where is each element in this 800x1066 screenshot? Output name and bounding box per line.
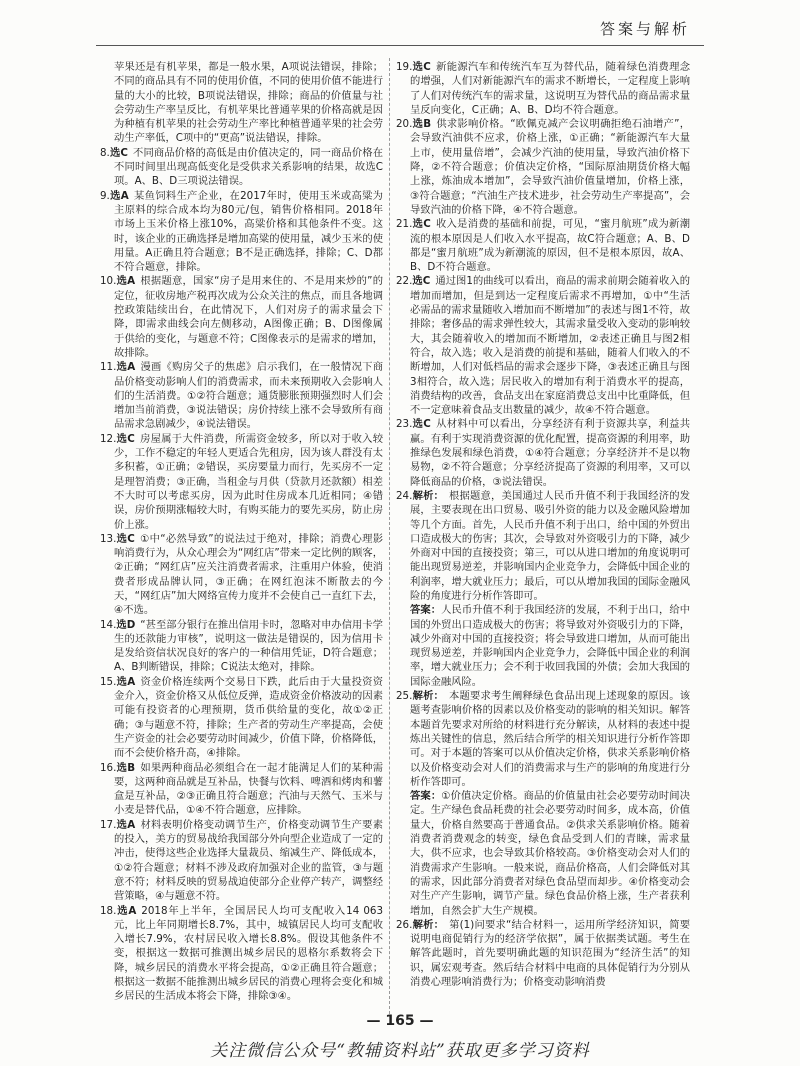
item-number: 26.	[396, 918, 413, 931]
item-text: 根据题意，国家“房子是用来住的、不是用来炒的”的定位，征收房地产税再次成为公众关注的焦点，而且各地调控政策陆续出台，在此情况下，人们对房子的需求量会下降，即需求曲线会向左侧移动，A图像正确；B、D图像属于供给的变化，与题意不符；C图像表示的是需求的增加，故排除。	[114, 275, 383, 359]
item-text: “甚至部分银行在推出信用卡时，忽略对申办信用卡学生的还款能力审核”，说明这一做法是错误的，因为信用卡是发给资信状况良好的客户的一种信用凭证，D符合题意；A、B判断错误，排除；C说法太绝对，排除。	[114, 618, 383, 674]
item-choice: 选A	[116, 904, 137, 917]
item-text: 新能源汽车和传统汽车互为替代品，随着绿色消费理念的增强，人们对新能源汽车的需求不断增长，一定程度上影响了人们对传统汽车的需求量，这说明互为替代品的商品需求量呈反向变化，C正确；A、B、D均不符合题意。	[410, 61, 690, 116]
page-number: — 165 —	[366, 1013, 434, 1029]
item-text: 不同商品价格的高低是由价值决定的，同一商品价格在不同时间里出现高低变化是受供求关系影响的结果，故选C项。A、B、D三项说法错误。	[114, 146, 383, 188]
item-text: 材料表明价格变动调节生产，价格变动调节生产要素的投入，美方的贸易战给我国部分外向型企业造成了一定的冲击，使得这些企业选择大量裁员、缩减生产、降低成本，①②符合题意；材料不涉及政府加强对企业的监管，③与题意不符；材料反映的贸易战迫使部分企业停产转产，调整经营策略，④与题意不符。	[114, 818, 383, 903]
analysis-text: 本题要求考生阐释绿色食品出现上述现象的原因。该题考查影响价格的因素以及价格变动的影响的相关知识。解答本题首先要求对所给的材料进行充分解读，从材料的表述中提炼出关键性的信息，然后结合所学的相关知识进行分析作答即可。对于本题的答案可以从价值决定价格，供求关系影响价格以及价格变动会对人们的消费需求与生产的影响的角度进行分析作答即可。	[410, 690, 690, 788]
footer-promo-text: 关注微信公众号“教辅资料站”获取更多学习资料	[210, 1041, 590, 1061]
item-text: 资金价格连续两个交易日下跌，此后由于大量投资资金介入，资金价格又从低位反弹，造成资金价格波动的因素可能有投资者的心理预期，货币供给量的变化，故①②正确；③与题意不符，排除；生产者的劳动生产率提高，会使生产资金的社会必要劳动时间减少，价值下降，价格降低，而不会使价格升高，④排除。	[114, 675, 383, 760]
analysis-text: 根据题意，美国通过人民币升值不利于我国经济的发展，主要表现在出口贸易、吸引外资的能力以及金融风险增加等几个方面。首先，人民币升值不利于出口，给中国的外贸出口造成极大的伤害；其次，会导致对外资吸引力的下降，减少外商对中国的直接投资；第三，可以从进口增加的角度说明可能出现贸易逆差，并影响国内企业竞争力，会降低中国企业的利润率，增大就业压力；最后，可以从增加我国的国际金融风险的角度进行分析作答即可。	[410, 489, 690, 602]
answer-item-24-answer	[396, 603, 690, 689]
right-column	[396, 60, 690, 1014]
item-choice: 选A	[116, 675, 136, 688]
answer-label: 答案：	[410, 604, 442, 617]
item-number: 25.	[396, 690, 413, 703]
item-choice: 选C	[116, 432, 135, 445]
analysis-label: 解析：	[412, 690, 445, 703]
answer-item-20	[396, 117, 690, 217]
answer-text: 人民币升值不利于我国经济的发展，不利于出口，给中国的外贸出口造成极大的伤害；将导致对外资吸引力的下降，减少外商对中国的直接投资；将会导致进口增加，从而可能出现贸易逆差，并影响国内企业竞争力，会降低中国企业的利润率，增大就业压力；会不利于收回我国的外债；会加大我国的国际金融风险。	[410, 604, 690, 688]
item-choice: 选C	[116, 532, 135, 545]
answer-item-16	[100, 761, 383, 818]
item-number: 18.	[100, 904, 117, 917]
item-text: 房屋属于大件消费，所需资金较多，所以对于收入较少，工作不稳定的年轻人更适合先租房，因为该人群没有太多积蓄，①正确；②错误，买房要量力而行，先买房不一定是理智消费；③正确，当租金与月供（贷款月还款额）相差不大时可以考虑买房，因为此时住房成本几近相同；④错误，房价预期涨幅较大时，有购买能力的要先买房，防止房价上涨。	[114, 432, 383, 531]
answer-item-23	[396, 417, 690, 488]
item-choice: 选C	[412, 418, 431, 431]
left-column	[100, 60, 383, 1014]
item-number: 22.	[396, 275, 413, 288]
answer-item-15	[100, 675, 383, 761]
answer-item-21	[396, 217, 690, 274]
item-number: 17.	[100, 818, 117, 831]
item-number: 12.	[100, 432, 117, 445]
answer-label: 答案：	[410, 790, 442, 803]
answer-item-25-answer	[396, 789, 690, 918]
answer-item-25	[396, 689, 690, 789]
item-text: 2018年上半年，全国居民人均可支配收入14 063元，比上年同期增长8.7%，其中，城镇居民人均可支配收入增长7.9%，农村居民收入增长8.8%。假设其他条件不变，根据这一数据可推测出城乡居民的恩格尔系数将会下降，城乡居民的消费水平将会提高，①②正确且符合题意；根据这一数据不能推测出城乡居民的消费心理将会变化和城乡居民的生活成本将会下降，排除③④。	[114, 904, 383, 1003]
answer-item-19	[396, 60, 690, 117]
header-rule	[96, 45, 704, 46]
item-number: 19.	[396, 61, 413, 73]
analysis-text: 第(1)问要求“结合材料一，运用所学经济知识，简要说明电商促销行为的经济学依据”，属于依据类试题。考生在解答此题时，首先要明确此题的知识范围为“经济生活”的知识，属宏观考查。然后结合材料中电商的具体促销行为分别从消费心理影响消费行为；价格变动影响消费	[410, 918, 690, 988]
item-choice: 选A	[116, 361, 136, 374]
item-number: 9.	[100, 189, 110, 202]
answer-item-26	[396, 918, 690, 989]
item-choice: 选B	[412, 118, 432, 131]
answer-item-7-continued	[100, 60, 383, 146]
answer-item-24	[396, 489, 690, 603]
item-text: 供求影响价格。“欧佩克减产会议明确拒绝石油增产”，会导致汽油供不应求，价格上涨，①正确；“新能源汽车大量上市，使用量倍增”，会减少汽油的使用量，导致汽油价格下降，②不符合题意；价值决定价格，“国际原油期货价格大幅上涨，炼油成本增加”，会导致汽油价值量增加，价格上涨，③符合题意；“汽油生产技术进步，社会劳动生产率提高”，会导致汽油的价格下降，④不符合题意。	[410, 118, 690, 216]
item-number: 20.	[396, 118, 413, 131]
column-divider	[389, 58, 390, 1014]
item-number: 15.	[100, 675, 117, 688]
item-choice: 选C	[109, 146, 128, 159]
item-text: 收入是消费的基础和前提，可见，“蜜月航班”成为新潮流的根本原因是人们收入水平提高，故C符合题意；A、B、D都是“蜜月航班”成为新潮流的原因，但不是根本原因，故A、B、D不符合题意。	[410, 218, 690, 274]
item-choice: 选C	[412, 275, 431, 288]
item-choice: 选A	[109, 189, 129, 202]
item-number: 11.	[100, 361, 117, 374]
item-number: 21.	[396, 218, 413, 231]
item-number: 8.	[100, 146, 110, 159]
item-number: 10.	[100, 275, 117, 288]
answer-item-9	[100, 189, 383, 275]
item-choice: 选C	[412, 61, 431, 73]
item-choice: 选B	[116, 761, 136, 774]
item-text: 漫画《购房父子的焦虑》启示我们，在一般情况下商品价格变动影响人们的消费需求，而未来预期收入会影响人们的生活消费。①②符合题意；通货膨胀预期强烈时人们会增加当前消费，③说法错误；房价持续上涨不会导致所有商品需求急剧减少，④说法错误。	[114, 361, 383, 431]
answer-text: ①价值决定价格。商品的价值量由社会必要劳动时间决定。生产绿色食品耗费的社会必要劳动时间多，成本高，价值量大，价格自然要高于普通食品。②供求关系影响价格。随着消费者消费观念的转变，绿色食品受到人们的青睐，需求量大，供不应求，也会导致其价格较高。③价格变动会对人们的消费需求产生影响。一般来说，商品价格高，人们会降低对其的需求，因此部分消费者对绿色食品望而却步。④价格变动会对生产产生影响，调节产量。绿色食品价格上涨，生产者获利增加，自然会扩大生产规模。	[410, 790, 690, 917]
item-number: 23.	[396, 418, 413, 431]
answer-item-13	[100, 532, 383, 618]
analysis-label: 解析：	[412, 918, 445, 931]
answer-item-8	[100, 146, 383, 189]
item-number: 13.	[100, 532, 117, 545]
answer-item-22	[396, 274, 690, 417]
answer-item-18	[100, 904, 383, 1004]
item-choice: 选A	[116, 275, 136, 288]
item-text: 如果两种商品必须组合在一起才能满足人们的某种需要，这两种商品就是互补品，快餐与饮料、啤酒和烤肉和薯盒是互补品，②③正确且符合题意；汽油与天然气、玉米与小麦是替代品，①④不符合题意，应排除。	[114, 761, 383, 817]
item-text: 某鱼饲料生产企业，在2017年时，使用玉米或高粱为主原料的综合成本均为80元/包，销售价格相同。2018年市场上玉米价格上涨10%，高粱价格和其他条件不变。这时，该企业的正确选择是增加高粱的使用量，减少玉米的使用量。A正确且符合题意；B不是正确选择，排除；C、D都不符合题意，排除。	[114, 189, 383, 274]
answer-item-11	[100, 360, 383, 431]
item-text: 苹果还是有机苹果，都是一般水果，A项说法错误，排除；不同的商品具有不同的使用价值，不同的使用价值不能进行量的大小的比较，B项说法错误，排除；商品的价值量与社会劳动生产率呈反比，有机苹果比普通苹果的价格高就是因为种植有机苹果的社会劳动生产率比种植普通苹果的社会劳动生产率低，C项中的“更高”说法错误，排除。	[114, 61, 383, 145]
item-choice: 选D	[116, 618, 136, 631]
item-text: 通过图1的曲线可以看出，商品的需求前期会随着收入的增加而增加，但是到达一定程度后需求不再增加，①中“生活必需品的需求量随收入增加而不断增加”的表述与图1不符，故排除；奢侈品的需求弹性较大，其需求量受收入变动的影响较大，其会随着收入的增加而不断增加，②表述正确且与图2相符合，故入选；收入是消费的前提和基础，随着人们收入的不断增加，人们对低档品的需求会逐步下降，③表述正确且与图3相符合，故入选；居民收入的增加有利于消费水平的提高，消费结构的改善，食品支出在家庭消费总支出中比重降低，但不一定意味着食品支出数量的减少，故④不符合题意。	[410, 275, 690, 417]
item-choice: 选A	[116, 818, 136, 831]
item-text: 从材料中可以看出，分享经济有利于资源共享，利益共赢。有利于实现消费资源的优化配置，提高资源的利用率，助推绿色发展和绿色消费，①④符合题意；分享经济并不是以物易物，②不符合题意；分享经济提高了资源的利用率，又可以降低商品的价格，③说法错误。	[410, 418, 690, 488]
item-choice: 选C	[412, 218, 431, 231]
page-header-title: 答案与解析	[599, 20, 690, 38]
answer-item-10	[100, 274, 383, 360]
item-text: ①中“必然导致”的说法过于绝对，排除；消费心理影响消费行为，从众心理会为“网红店”带来一定比例的顾客，②正确；“网红店”应关注消费者需求，注重用户体验，使消费者形成品牌认同，③正确；在网红泡沫不断散去的今天，“网红店”加大网络宣传力度并不会使自己一直红下去，④不选。	[114, 532, 383, 617]
item-number: 24.	[396, 489, 413, 502]
answer-item-12	[100, 432, 383, 532]
answer-item-14	[100, 618, 383, 675]
item-number: 14.	[100, 618, 117, 631]
answer-item-17	[100, 818, 383, 904]
item-number: 16.	[100, 761, 117, 774]
analysis-label: 解析：	[412, 489, 445, 502]
